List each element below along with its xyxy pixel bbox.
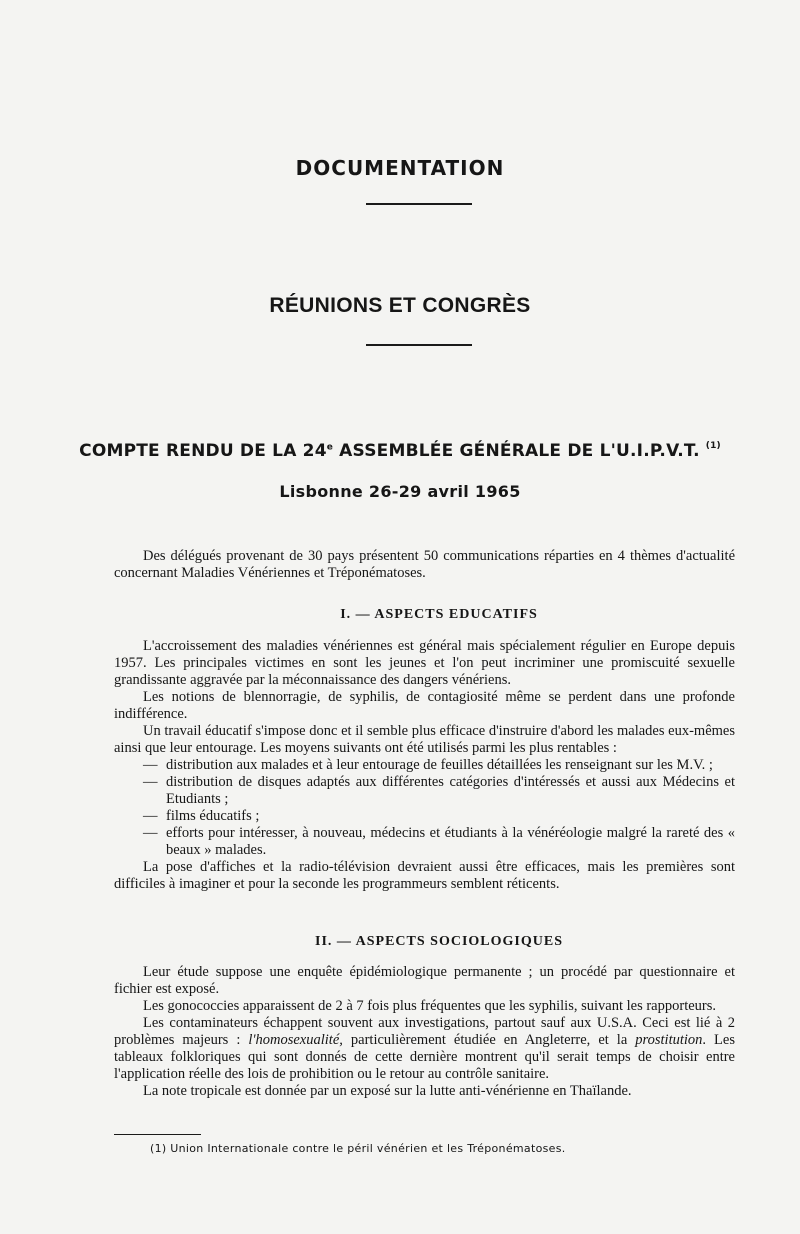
list-item xyxy=(114,774,735,808)
dash-bullet: — xyxy=(143,774,158,790)
report-title xyxy=(0,441,800,461)
report-subtitle: Lisbonne 26-29 avril 1965 xyxy=(279,482,521,501)
paragraph xyxy=(114,1015,735,1083)
section-heading-educatifs: I. — ASPECTS EDUCATIFS xyxy=(340,607,538,622)
ordinal-superscript: e xyxy=(326,442,334,453)
list-item xyxy=(114,808,735,825)
report-title-part: COMPTE RENDU DE LA 24 xyxy=(79,441,327,461)
list-item-text: efforts pour intéresser, à nouveau, médecins et étudiants à la vénéréologie malgré la rareté des « beaux » malades. xyxy=(166,825,735,858)
paragraph: Un travail éducatif s'impose donc et il semble plus efficace d'instruire d'abord les malades eux-mêmes ainsi que leur entourage. Les moyens suivants ont été utilisés parmi les plus rentables : xyxy=(114,723,735,756)
list-item xyxy=(114,825,735,859)
paragraph: Les notions de blennorragie, de syphilis, de contagiosité même se perdent dans une profonde indifférence. xyxy=(114,689,735,722)
list-item xyxy=(114,757,735,774)
paragraph: La note tropicale est donnée par un exposé sur la lutte anti-vénérienne en Thaïlande. xyxy=(143,1083,632,1099)
dash-bullet: — xyxy=(143,808,158,824)
divider xyxy=(366,344,472,346)
section-heading: DOCUMENTATION xyxy=(295,156,505,180)
report-title-part: ASSEMBLÉE GÉNÉRALE DE L'U.I.P.V.T. xyxy=(333,441,700,461)
page-title: RÉUNIONS ET CONGRÈS xyxy=(269,294,531,317)
dash-bullet: — xyxy=(143,757,158,773)
paragraph: La pose d'affiches et la radio-télévision devraient aussi être efficaces, mais les premières sont difficiles à imaginer et pour la seconde les programmeurs semblent réticents. xyxy=(114,859,735,892)
text-run: Les contaminateurs échappent souvent aux investigations, partout sauf aux U.S.A. Ceci est lié à 2 problèmes majeurs : xyxy=(114,1015,735,1048)
text-run: particulièrement étudiée en Angleterre, et la xyxy=(342,1032,636,1048)
section-heading-sociologiques: II. — ASPECTS SOCIOLOGIQUES xyxy=(315,934,563,949)
intro-block xyxy=(114,548,735,582)
dash-bullet: — xyxy=(143,825,158,841)
text-run: . Les tableaux folkloriques qui sont donnés de cette dernière montrent qu'il serait temps de choisir entre l'application réelle des lois de prohibition ou le retour au contrôle sanitaire. xyxy=(114,1032,735,1082)
footnote-reference: (1) xyxy=(705,441,721,451)
list-item-text: films éducatifs ; xyxy=(166,808,260,824)
paragraph: L'accroissement des maladies vénériennes est général mais spécialement régulier en Europe depuis 1957. Les principales victimes en sont les jeunes et l'on peut incriminer une promiscuité sexuelle grandissante aggravée par la méconnaissance des dangers vénériens. xyxy=(114,638,735,688)
emphasis: l'homosexualité, xyxy=(248,1032,343,1048)
footnote: (1) Union Internationale contre le péril vénérien et les Tréponématoses. xyxy=(150,1142,566,1155)
paragraph: Des délégués provenant de 30 pays présentent 50 communications réparties en 4 thèmes d'actualité concernant Maladies Vénériennes et Tréponématoses. xyxy=(114,548,735,581)
list-item-text: distribution aux malades et à leur entourage de feuilles détaillées les renseignant sur les M.V. ; xyxy=(166,757,713,773)
divider xyxy=(366,203,472,205)
paragraph: Leur étude suppose une enquête épidémiologique permanente ; un procédé par questionnaire et fichier est exposé. xyxy=(114,964,735,997)
section-sociologiques xyxy=(114,933,735,1100)
emphasis: prostitution xyxy=(635,1032,703,1048)
section-educatifs xyxy=(114,606,735,893)
list-item-text: distribution de disques adaptés aux différentes catégories d'intéressés et aussi aux Médecins et Etudiants ; xyxy=(166,774,735,807)
footnote-divider xyxy=(114,1134,201,1135)
means-list xyxy=(114,757,735,859)
paragraph: Les gonococcies apparaissent de 2 à 7 fois plus fréquentes que les syphilis, suivant les rapporteurs. xyxy=(143,998,717,1014)
